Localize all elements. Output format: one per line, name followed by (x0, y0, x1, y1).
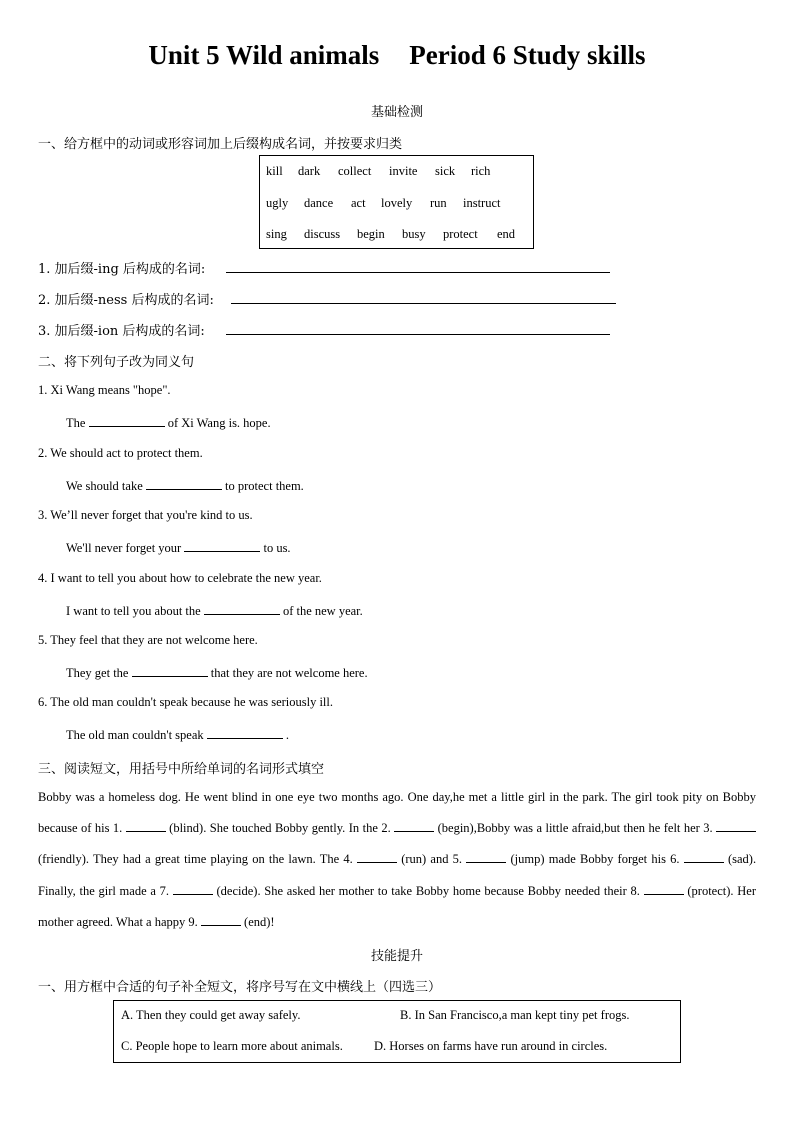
passage-text: (end)! (244, 914, 275, 929)
passage-text: (sad). Finally, the girl made a 7. (38, 852, 757, 898)
word: act (351, 196, 366, 210)
rewrite-post: of Xi Wang is. hope. (167, 416, 271, 430)
part1-heading: 一、给方框中的动词或形容词加上后缀构成名词，并按要求归类 (38, 137, 403, 152)
passage (38, 782, 756, 938)
rewrite-target (66, 602, 363, 619)
passage-text: (begin),Bobby was a little afraid,but then he felt her 3. (437, 821, 713, 836)
section-basic-heading: 基础检测 (370, 105, 423, 120)
answer-blank[interactable] (357, 850, 397, 863)
word: dance (304, 196, 334, 210)
word: ugly (266, 196, 289, 210)
rewrite-original: 4. I want to tell you about how to celebrate the new year. (38, 571, 322, 585)
part3-heading: 三、阅读短文，用括号中所给单词的名词形式填空 (38, 762, 325, 777)
part4-heading: 一、用方框中合适的句子补全短文，将序号写在文中横线上（四选三） (38, 980, 442, 995)
word: kill (266, 164, 283, 178)
answer-blank[interactable] (204, 602, 280, 615)
rewrite-target (66, 414, 271, 431)
part1-q1: 1. 加后缀-ing 后构成的名词: (38, 262, 206, 277)
answer-blank[interactable] (89, 414, 165, 427)
rewrite-target (66, 539, 291, 556)
word: protect (443, 227, 478, 241)
rewrite-pre: We should take (66, 479, 143, 493)
passage-text: (protect). Her mother agreed. What a happy 9. (38, 883, 757, 929)
rewrite-target (66, 664, 368, 681)
rewrite-post: . (285, 728, 290, 742)
word-box (259, 155, 534, 249)
word: sick (435, 164, 456, 178)
word: lovely (381, 196, 413, 210)
part2-heading: 二、将下列句子改为同义句 (38, 355, 195, 370)
word: end (497, 227, 516, 241)
option-d: D. Horses on farms have run around in circles. (374, 1039, 608, 1053)
word: sing (266, 227, 287, 241)
rewrite-pre: We'll never forget your (66, 541, 182, 555)
rewrite-original: 2. We should act to protect them. (38, 446, 203, 460)
rewrite-pre: The (66, 416, 86, 430)
word: dark (298, 164, 321, 178)
passage-text: Bobby was a homeless dog. He went blind in one eye two months ago. One day,he met a little girl in the park. The girl took pity on Bobby because of his 1. (38, 790, 756, 836)
rewrite-post: to us. (263, 541, 291, 555)
rewrite-original: 6. The old man couldn't speak because he was seriously ill. (38, 695, 334, 709)
answer-blank[interactable] (132, 664, 208, 677)
answer-line[interactable] (231, 303, 616, 304)
word: begin (357, 227, 385, 241)
rewrite-target (66, 477, 304, 494)
rewrite-post: to protect them. (225, 479, 304, 493)
rewrite-post: that they are not welcome here. (210, 666, 368, 680)
word: rich (471, 164, 491, 178)
answer-blank[interactable] (644, 882, 684, 895)
title-unit: Unit 5 Wild animals (148, 40, 380, 70)
answer-blank[interactable] (684, 850, 724, 863)
page-title (0, 40, 794, 71)
rewrite-original: 1. Xi Wang means "hope". (38, 383, 171, 397)
answer-blank[interactable] (184, 539, 260, 552)
rewrite-original: 3. We’ll never forget that you're kind to us. (38, 508, 253, 522)
title-period: Period 6 Study skills (409, 40, 646, 70)
passage-text: (friendly). They had a great time playing on the lawn. The 4. (38, 852, 353, 867)
rewrite-post: of the new year. (282, 604, 363, 618)
answer-line[interactable] (226, 334, 610, 335)
answer-blank[interactable] (466, 850, 506, 863)
word: invite (389, 164, 418, 178)
rewrite-pre: I want to tell you about the (66, 604, 201, 618)
passage-text: (decide). She asked her mother to take Bobby home because Bobby needed their 8. (216, 883, 640, 898)
option-a: A. Then they could get away safely. (121, 1008, 301, 1022)
passage-text: (blind). She touched Bobby gently. In the 2. (169, 821, 391, 836)
answer-blank[interactable] (716, 819, 756, 832)
section-skill-heading: 技能提升 (370, 949, 423, 964)
rewrite-pre: They get the (66, 666, 129, 680)
option-c: C. People hope to learn more about animals. (121, 1039, 343, 1053)
answer-blank[interactable] (146, 477, 222, 490)
answer-blank[interactable] (207, 726, 283, 739)
rewrite-target (66, 726, 289, 743)
answer-blank[interactable] (201, 913, 241, 926)
answer-blank[interactable] (394, 819, 434, 832)
answer-blank[interactable] (173, 882, 213, 895)
part1-q2: 2. 加后缀-ness 后构成的名词: (38, 293, 214, 308)
word: collect (338, 164, 372, 178)
rewrite-original: 5. They feel that they are not welcome here. (38, 633, 258, 647)
word: instruct (463, 196, 501, 210)
rewrite-pre: The old man couldn't speak (66, 728, 204, 742)
part1-q3: 3. 加后缀-ion 后构成的名词: (38, 324, 205, 339)
option-b: B. In San Francisco,a man kept tiny pet frogs. (400, 1008, 630, 1022)
word: discuss (304, 227, 341, 241)
answer-line[interactable] (226, 272, 610, 273)
word: run (430, 196, 447, 210)
answer-blank[interactable] (126, 819, 166, 832)
word: busy (402, 227, 426, 241)
passage-text: (run) and 5. (401, 852, 463, 867)
passage-text: (jump) made Bobby forget his 6. (510, 852, 680, 867)
options-box (113, 1000, 681, 1063)
